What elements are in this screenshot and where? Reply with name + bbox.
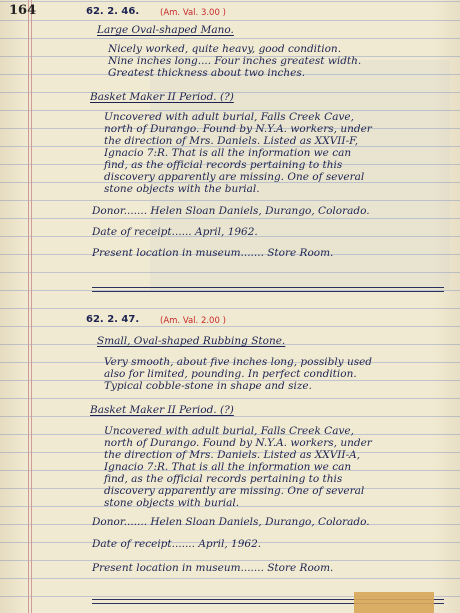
entry-separator — [92, 287, 444, 292]
catalog-number: 62. 2. 47. — [86, 314, 140, 325]
provenance-line: discovery apparently are missing. One of several — [104, 485, 365, 497]
provenance-line: the direction of Mrs. Daniels. Listed as XXVII-A, — [104, 449, 361, 461]
date-of-receipt-line: Date of receipt...... April, 1962. — [92, 226, 258, 238]
tape-strip — [354, 592, 434, 613]
provenance-line: north of Durango. Found by N.Y.A. workers, under — [104, 123, 372, 135]
object-title: Small, Oval-shaped Rubbing Stone. — [97, 335, 286, 347]
donor-line: Donor....... Helen Sloan Daniels, Durango, Colorado. — [92, 516, 370, 528]
catalog-number: 62. 2. 46. — [86, 6, 140, 17]
former-value-note: (Am. Val. 3.00 ) — [160, 8, 226, 18]
date-of-receipt-line: Date of receipt....... April, 1962. — [92, 538, 262, 550]
provenance-line: Ignacio 7:R. That is all the information we can — [104, 147, 352, 159]
description-line: Typical cobble-stone in shape and size. — [104, 380, 312, 392]
margin-line — [28, 0, 32, 613]
object-title: Large Oval-shaped Mano. — [97, 24, 234, 36]
provenance-line: Uncovered with adult burial, Falls Creek Cave, — [104, 111, 354, 123]
description-line: Nicely worked, quite heavy, good condition. — [108, 43, 342, 55]
period-heading: Basket Maker II Period. (?) — [90, 404, 234, 416]
donor-line: Donor....... Helen Sloan Daniels, Durango, Colorado. — [92, 205, 370, 217]
description-line: Greatest thickness about two inches. — [108, 67, 306, 79]
provenance-line: stone objects with the burial. — [104, 183, 260, 195]
period-heading: Basket Maker II Period. (?) — [90, 91, 234, 103]
provenance-line: find, as the official records pertaining to this — [104, 473, 343, 485]
provenance-line: the direction of Mrs. Daniels. Listed as XXVII-F, — [104, 135, 359, 147]
provenance-line: discovery apparently are missing. One of several — [104, 171, 365, 183]
description-line: Very smooth, about five inches long, possibly used — [104, 356, 373, 368]
description-line: also for limited, pounding. In perfect condition. — [104, 368, 357, 380]
provenance-line: stone objects with burial. — [104, 497, 240, 509]
provenance-line: Ignacio 7:R. That is all the information we can — [104, 461, 352, 473]
description-line: Nine inches long.... Four inches greatest width. — [108, 55, 362, 67]
page-number: 164 — [9, 3, 37, 18]
provenance-line: Uncovered with adult burial, Falls Creek Cave, — [104, 425, 354, 437]
location-line: Present location in museum....... Store Room. — [92, 562, 334, 574]
provenance-line: north of Durango. Found by N.Y.A. workers, under — [104, 437, 372, 449]
former-value-note: (Am. Val. 2.00 ) — [160, 316, 226, 326]
location-line: Present location in museum....... Store Room. — [92, 247, 334, 259]
provenance-line: find, as the official records pertaining to this — [104, 159, 343, 171]
